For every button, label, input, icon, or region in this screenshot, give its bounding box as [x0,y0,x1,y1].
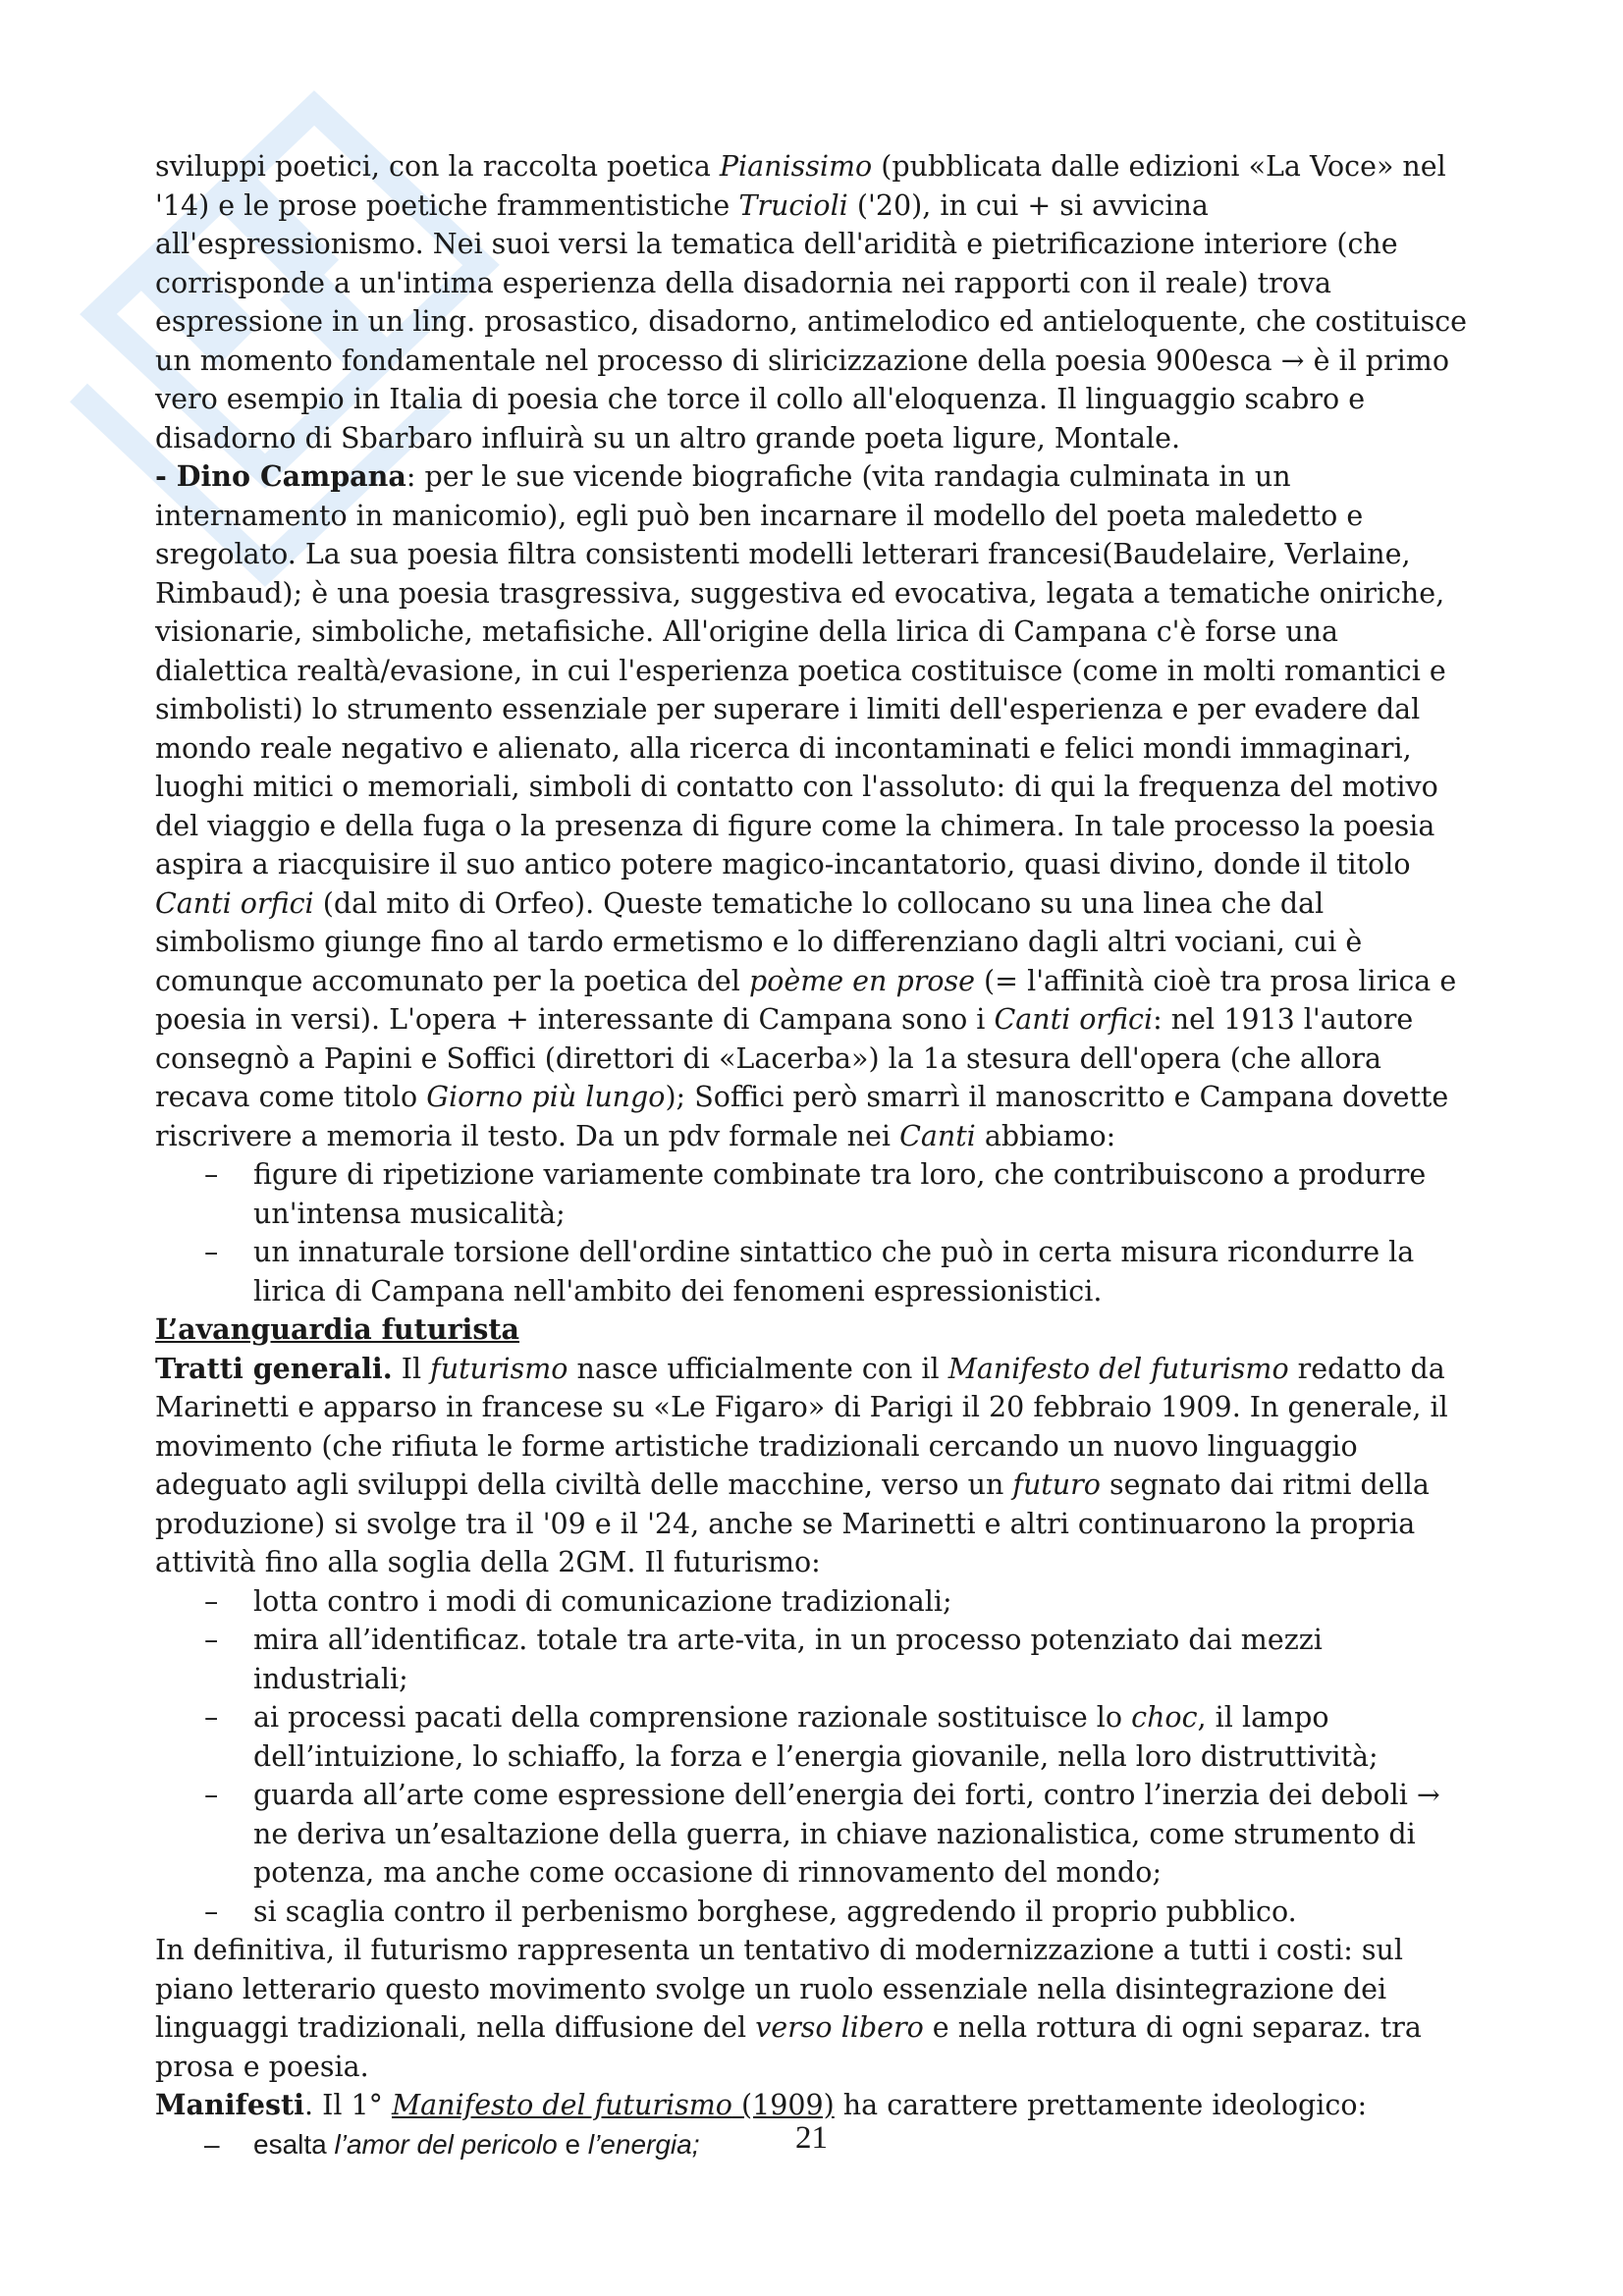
list-item: – si scaglia contro il perbenismo borghese, aggredendo il proprio pubblico. [155,1893,1476,1932]
page-number: 21 [795,2120,828,2156]
paragraph-manifesti: Manifesti. Il 1° Manifesto del futurismo (1909) ha carattere prettamente ideologico: [155,2088,1368,2121]
dash-bullet: – [204,1779,219,1811]
list-item: – lotta contro i modi di comunicazione tradizionali; [155,1582,1476,1622]
list-item: – esalta l’amor del pericolo e l’energia; [155,2125,1476,2164]
list-item: – ai processi pacati della comprensione razionale sostituisce lo choc, il lampo dell’intuizione, lo schiaffo, la forza e l’energia giovanile, nella loro distruttività; [155,1698,1476,1776]
dash-bullet: – [204,2128,220,2160]
dash-bullet: – [204,1624,219,1656]
paragraph-in-definitiva: In definitiva, il futurismo rappresenta un tentativo di modernizzazione a tutti i costi: sul piano letterario questo movimento svolge un ruolo essenziale nella disintegrazione dei linguaggi tradizionali, nella diffusione del verso libero e nella rottura di ogni separaz. tra prosa e poesia. [155,1934,1422,2083]
section-heading: L’avanguardia futurista [155,1312,520,1346]
dash-bullet: – [204,1584,219,1618]
list-item: – guarda all’arte come espressione dell’energia dei forti, contro l’inerzia dei deboli → ne deriva un’esaltazione della guerra, in chiave nazionalistica, come strumento di potenza, ma anche come occasione di rinnovamento del mondo; [155,1776,1476,1893]
dash-bullet: – [204,1701,219,1734]
list-item: – mira all’identificaz. totale tra arte-vita, in un processo potenziato dai mezzi industriali; [155,1621,1476,1698]
dash-bullet: – [204,1236,219,1268]
list-item: – figure di ripetizione variamente combinate tra loro, che contribuiscono a produrre un'intensa musicalità; [155,1155,1476,1233]
futurismo-list [155,1582,1476,1932]
paragraph-sbarbaro: sviluppi poetici, con la raccolta poetica Pianissimo (pubblicata dalle edizioni «La Voce» nel '14) e le prose poetiche frammentistiche Trucioli ('20), in cui + si avvicina all'espressionismo. Nei suoi versi la tematica dell'aridità e pietrificazione interiore (che corrisponde a un'intima esperienza della disadornia nei rapporti con il reale) trova espressione in un ling. prosastico, disadorno, antimelodico ed antieloquente, che costituisce un momento fondamentale nel processo di sliricizzazione della poesia 900esca → è il primo vero esempio in Italia di poesia che torce il collo all'eloquenza. Il linguaggio scabro e disadorno di Sbarbaro influirà su un altro grande poeta ligure, Montale. [155,150,1468,454]
dash-bullet: – [204,1158,219,1191]
campana-list [155,1155,1476,1310]
list-item: – un innaturale torsione dell'ordine sintattico che può in certa misura ricondurre la lirica di Campana nell'ambito dei fenomeni espressionistici. [155,1233,1476,1310]
dash-bullet: – [204,1895,219,1928]
paragraph-tratti-generali: Tratti generali. Il futurismo nasce ufficialmente con il Manifesto del futurismo redatto da Marinetti e apparso in francese su «Le Figaro» di Parigi il 20 febbraio 1909. In generale, il movimento (che rifiuta le forme artistiche tradizionali cercando un nuovo linguaggio adeguato agli sviluppi della civiltà delle macchine, verso un futuro segnato dai ritmi della produzione) si svolge tra il '09 e il '24, anche se Marinetti e altri continuarono la propria attività fino alla soglia della 2GM. Il futurismo: [155,1351,1448,1578]
page-body [155,147,1476,2163]
paragraph-campana: - Dino Campana: per le sue vicende biografiche (vita randagia culminata in un internamento in manicomio), egli può ben incarnare il modello del poeta maledetto e sregolato. La sua poesia filtra consistenti modelli letterari francesi(Baudelaire, Verlaine, Rimbaud); è una poesia trasgressiva, suggestiva ed evocativa, legata a tematiche oniriche, visionarie, simboliche, metafisiche. All'origine della lirica di Campana c'è forse una dialettica realtà/evasione, in cui l'esperienza poetica costituisce (come in molti romantici e simbolisti) lo strumento essenziale per superare i limiti dell'esperienza e per evadere dal mondo reale negativo e alienato, alla ricerca di incontaminati e felici mondi immaginari, luoghi mitici o memoriali, simboli di contatto con l'assoluto: di qui la frequenza del motivo del viaggio e della fuga o la presenza di figure come la chimera. In tale processo la poesia aspira a riacquisire il suo antico potere magico-incantatorio, quasi divino, donde il titolo Canti orfici (dal mito di Orfeo). Queste tematiche lo collocano su una linea che dal simbolismo giunge fino al tardo ermetismo e lo differenziano dagli altri vociani, cui è comunque accomunato per la poetica del poème en prose (= l'affinità cioè tra prosa lirica e poesia in versi). L'opera + interessante di Campana sono i Canti orfici: nel 1913 l'autore consegnò a Papini e Soffici (direttori di «Lacerba») la 1a stesura dell'opera (che allora recava come titolo Giorno più lungo); Soffici però smarrì il manoscritto e Campana dovette riscrivere a memoria il testo. Da un pdv formale nei Canti abbiamo: [155,459,1457,1152]
